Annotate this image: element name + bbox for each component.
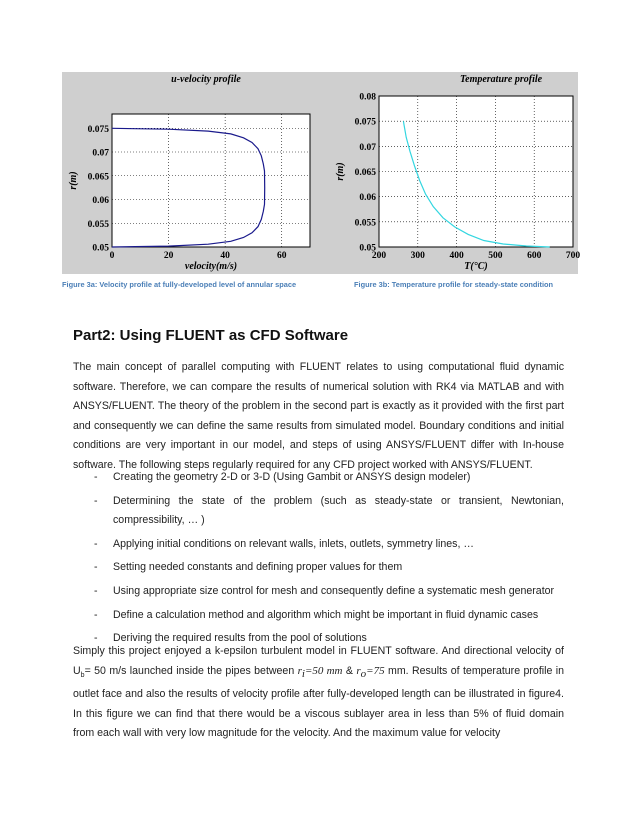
temperature-chart [330, 72, 581, 274]
x-tick-label: 20 [163, 251, 174, 261]
list-item: - Setting needed constants and defining proper values for them [94, 561, 403, 574]
x-tick-label: 500 [488, 251, 503, 261]
y-tick-label: 0.05 [92, 243, 109, 254]
y-tick-label: 0.06 [92, 196, 109, 206]
y-tick-label: 0.08 [359, 92, 376, 103]
y-tick-label: 0.065 [87, 172, 109, 183]
y-axis-label: r(m) [335, 162, 346, 181]
section-heading: Part2: Using FLUENT as CFD Software [73, 327, 349, 344]
chart-title: Temperature profile [459, 74, 543, 85]
x-tick-label: 0 [109, 251, 115, 261]
plot-area [112, 114, 310, 247]
x-axis-label: T(°C) [464, 261, 488, 272]
figure-3b-caption: Figure 3b: Temperature profile for steady-state condition [354, 280, 554, 289]
figure-3a-caption: Figure 3a: Velocity profile at fully-developed level of annular space [62, 280, 297, 289]
list-item: - Using appropriate size control for mesh and consequently define a systematic mesh generator [94, 584, 555, 597]
y-tick-label: 0.065 [354, 168, 376, 178]
x-tick-label: 700 [565, 251, 581, 261]
y-tick-label: 0.07 [359, 142, 376, 153]
velocity-figure [62, 72, 330, 274]
x-tick-label: 300 [410, 251, 425, 261]
steps-list [73, 468, 564, 653]
results-paragraph: Simply this project enjoyed a k-epsilon turbulent model in FLUENT software. And directional velocity of $U_b= 50$ m/s launched inside the pipes between $r_i=50$ mm & $r_o=75$ mm. Results of temperature profile in outlet face and also the results of velocity profile after fully-developed length can be illustrated in figure4. In this figure we can find that there would be a viscous sublayer area in less than 5% of fluid domain from each wall with very low magnitude for the velocity. And the maximum value for velocity [73, 645, 565, 740]
x-tick-label: 400 [449, 251, 464, 261]
x-tick-label: 60 [276, 251, 287, 261]
y-tick-label: 0.075 [354, 117, 376, 128]
x-tick-label: 600 [527, 251, 542, 261]
y-axis-label: r(m) [68, 171, 79, 190]
x-axis-label: velocity(m/s) [184, 261, 238, 272]
y-tick-label: 0.075 [87, 124, 109, 135]
list-item: - Determining the state of the problem (such as steady-state or transient, Newtonian, compressibility, … ) [94, 494, 564, 527]
chart-title: u-velocity profile [171, 74, 241, 85]
list-item: - Define a calculation method and algorithm which might be important in fluid dynamic cases [94, 608, 539, 621]
y-tick-label: 0.05 [359, 243, 376, 254]
temperature-figure [330, 72, 581, 274]
velocity-chart [62, 72, 330, 274]
y-tick-label: 0.06 [359, 193, 376, 204]
x-tick-label: 40 [220, 251, 230, 261]
list-item: - Deriving the required results from the pool of solutions [94, 632, 367, 645]
list-item: - Applying initial conditions on relevant walls, inlets, outlets, symmetry lines, … [94, 537, 474, 550]
list-item: - Creating the geometry 2-D or 3-D (Using Gambit or ANSYS design modeler) [94, 471, 471, 483]
y-tick-label: 0.055 [354, 218, 376, 229]
intro-paragraph: The main concept of parallel computing with FLUENT relates to using computational fluid dynamic software. Therefore, we can compare the results of numerical solution with RK4 via MATLAB and with ANSYS/FLUENT. The theory of the problem in the second part is exactly as it provided with the first part and consequently we can define the same results from simulated model. Boundary conditions and initial conditions are very important in our model, and steps of using ANSYS/FLUENT differ with In-house software. The following steps regularly required for any CFD project worked with ANSYS/FLUENT. [73, 361, 564, 471]
y-tick-label: 0.055 [87, 219, 109, 230]
y-tick-label: 0.07 [92, 148, 109, 159]
x-tick-label: 200 [371, 251, 387, 261]
